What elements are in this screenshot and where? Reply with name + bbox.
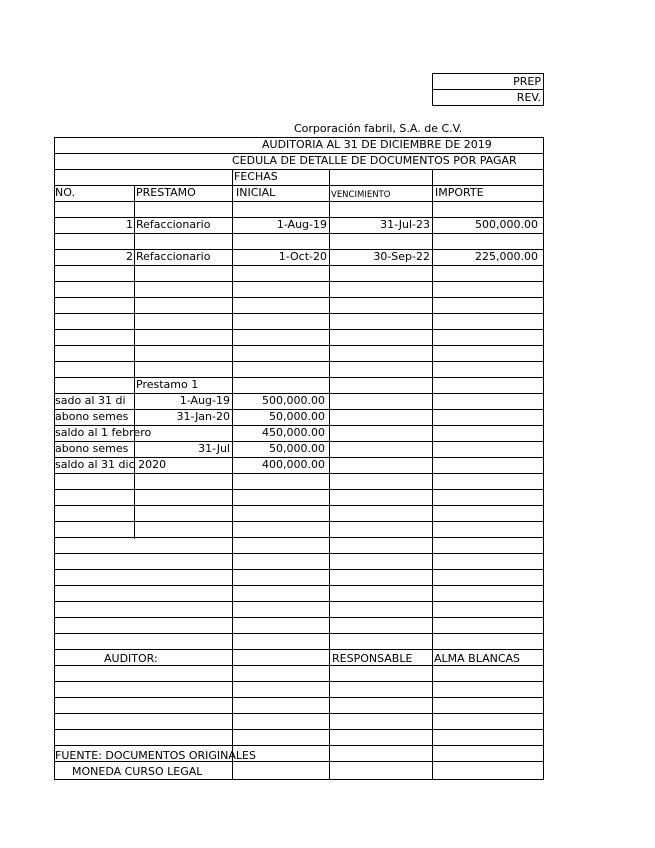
loan-line-date: 1-Aug-19 [179, 394, 230, 407]
grid-hline [54, 265, 544, 266]
rev-label: REV. [516, 91, 541, 104]
grid-vline [134, 185, 135, 539]
loan-line-label: abono semes [55, 442, 129, 455]
grid-hline [54, 505, 544, 506]
loan-line-amount: 50,000.00 [269, 442, 325, 455]
loan-line-label: abono semes [55, 410, 129, 423]
loan-line-label: saldo al 1 febrero [55, 426, 152, 439]
schedule-title: CEDULA DE DETALLE DE DOCUMENTOS POR PAGAR [232, 154, 517, 167]
row-prestamo: Refaccionario [136, 218, 211, 231]
prep-label: PREP [513, 75, 541, 88]
grid-vline [432, 169, 433, 779]
row-inicial: 1-Oct-20 [278, 250, 327, 263]
currency-note: MONEDA CURSO LEGAL [72, 765, 203, 778]
grid-hline [54, 729, 544, 730]
grid-hline [54, 585, 544, 586]
grid-hline [54, 633, 544, 634]
row-importe: 500,000.00 [475, 218, 538, 231]
responsable-name: ALMA BLANCAS [434, 652, 521, 665]
loan-line-label: saldo al 31 dic 2020 [55, 458, 167, 471]
grid-hline [54, 313, 544, 314]
row-prestamo: Refaccionario [136, 250, 211, 263]
grid-hline [54, 201, 544, 202]
column-header-prestamo: PRESTAMO [136, 186, 196, 199]
responsable-label: RESPONSABLE [332, 652, 413, 665]
row-no: 2 [126, 250, 133, 263]
grid-hline [54, 233, 544, 234]
grid-hline [54, 649, 544, 650]
loan-line-amount: 500,000.00 [262, 394, 325, 407]
grid-vline [232, 169, 233, 779]
column-header-fechas: FECHAS [234, 170, 278, 183]
grid-hline [54, 329, 544, 330]
grid-hline [54, 377, 544, 378]
loan-line-label: sado al 31 di [55, 394, 126, 407]
loan-line-amount: 50,000.00 [269, 410, 325, 423]
grid-hline [54, 489, 544, 490]
grid-hline [54, 473, 544, 474]
row-vencimiento: 30-Sep-22 [373, 250, 430, 263]
column-header-no: NO. [55, 186, 75, 199]
grid-hline [54, 617, 544, 618]
grid-hline [54, 601, 544, 602]
grid-hline [54, 569, 544, 570]
loan-line-date: 31-Jul [198, 442, 230, 455]
grid-hline [54, 169, 544, 170]
grid-hline [54, 345, 544, 346]
audit-period: AUDITORIA AL 31 DE DICIEMBRE DE 2019 [262, 138, 492, 151]
grid-hline [54, 553, 544, 554]
auditor-label: AUDITOR: [104, 652, 158, 665]
row-vencimiento: 31-Jul-23 [380, 218, 430, 231]
grid-hline [54, 361, 544, 362]
column-header-inicial: INICIAL [236, 186, 276, 199]
column-header-vencimiento: VENCIMIENTO [331, 190, 391, 200]
loan-line-amount: 400,000.00 [262, 458, 325, 471]
grid-vline [329, 169, 330, 779]
grid-hline [54, 281, 544, 282]
loan-line-amount: 450,000.00 [262, 426, 325, 439]
grid-hline [54, 153, 544, 154]
loan-line-date: 31-Jan-20 [176, 410, 230, 423]
grid-hline [54, 713, 544, 714]
grid-hline [54, 297, 544, 298]
grid-hline [54, 137, 544, 138]
grid-hline [54, 537, 544, 538]
loan-detail-title: Prestamo 1 [136, 378, 199, 391]
column-header-importe: IMPORTE [435, 186, 484, 199]
row-inicial: 1-Aug-19 [276, 218, 327, 231]
source-note: FUENTE: DOCUMENTOS ORIGINALES [55, 749, 256, 762]
row-importe: 225,000.00 [475, 250, 538, 263]
row-no: 1 [126, 218, 133, 231]
grid-hline [54, 745, 544, 746]
grid-hline [54, 697, 544, 698]
grid-hline [54, 681, 544, 682]
grid-hline [54, 779, 544, 780]
grid-hline [54, 521, 544, 522]
company-name: Corporación fabril, S.A. de C.V. [294, 122, 463, 135]
